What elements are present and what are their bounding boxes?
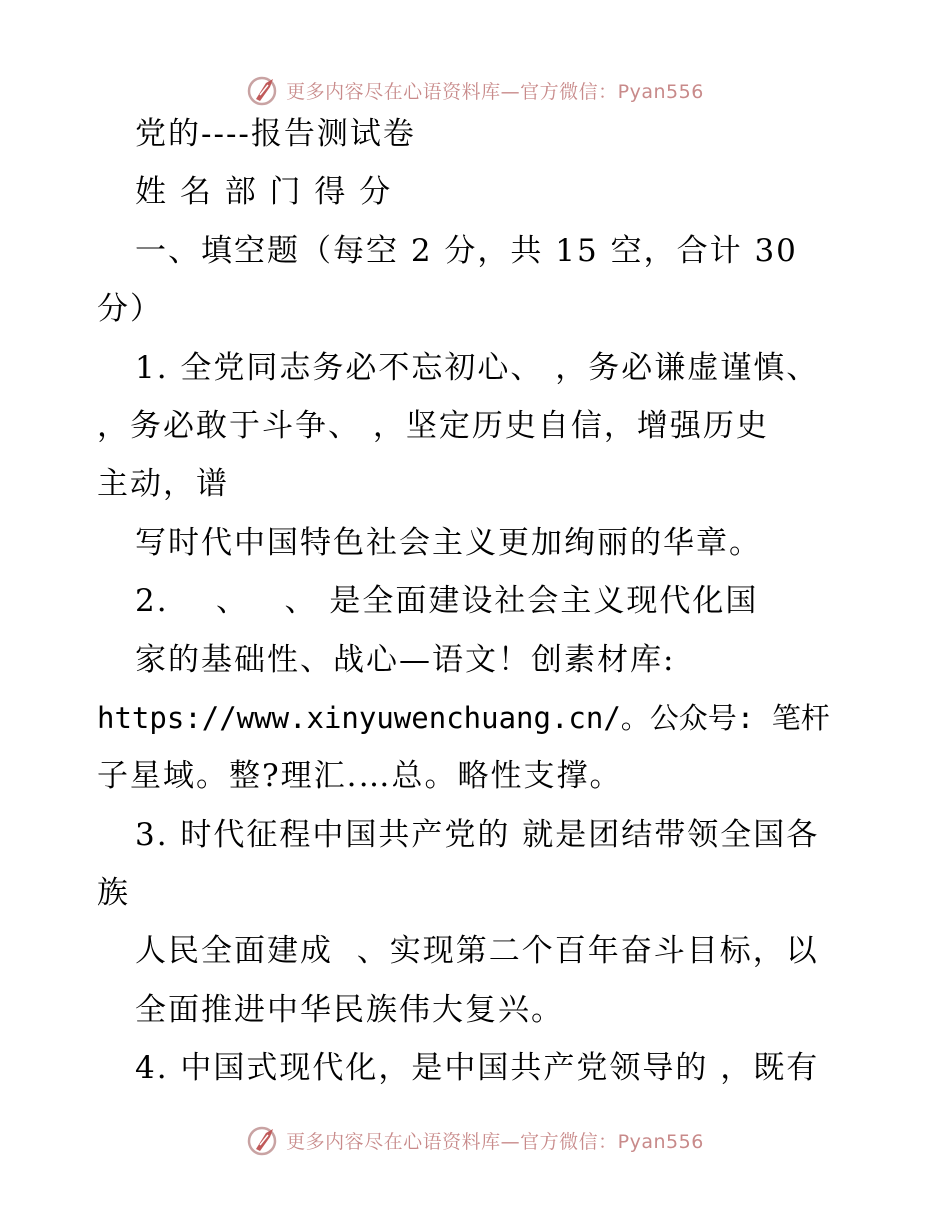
watermark-text: 更多内容尽在心语资料库—官方微信：Pyan556 — [286, 1130, 704, 1153]
footer-watermark-banner — [0, 1120, 950, 1160]
question-1-line-1: 1. 全党同志务必不忘初心、 ，务必谦虚谨慎、 — [135, 349, 820, 386]
question-3-line-2: 族 — [97, 875, 130, 912]
question-2-line-3: https://www.xinyuwenchuang.cn/。公众号: 笔杆 — [97, 700, 830, 735]
question-2-line-2: 家的基础性、战心—语文！创素材库: — [135, 641, 676, 678]
question-3-line-1: 3. 时代征程中国共产党的 就是团结带领全国各 — [135, 816, 820, 853]
doc-title: 党的----报告测试卷 — [135, 116, 416, 152]
document-body — [97, 116, 857, 1113]
pen-nib-logo-icon — [246, 1123, 280, 1157]
question-2-line-4: 子星域。整?理汇.…总。略性支撑。 — [97, 758, 623, 795]
info-fields-line: 姓 名 部 门 得 分 — [135, 174, 393, 211]
question-3-line-4: 全面推进中华民族伟大复兴。 — [135, 991, 564, 1028]
section-heading: 一、填空题（每空 2 分，共 15 空，合计 30 — [135, 232, 798, 269]
section-heading-cont: 分） — [97, 291, 163, 328]
question-1-line-3: 主动，谱 — [97, 466, 229, 503]
question-2-line-1: 2. 、 、 是全面建设社会主义现代化国 — [135, 583, 759, 620]
question-3-line-3: 人民全面建成 、实现第二个百年奋斗目标，以 — [135, 933, 819, 970]
header-watermark-banner — [0, 70, 950, 110]
question-4-line-1: 4. 中国式现代化，是中国共产党领导的 ，既有 — [135, 1050, 820, 1087]
pen-nib-logo-icon — [246, 73, 280, 107]
question-1-line-4: 写时代中国特色社会主义更加绚丽的华章。 — [135, 524, 762, 561]
watermark-text: 更多内容尽在心语资料库—官方微信：Pyan556 — [286, 80, 704, 103]
question-1-line-2: ，务必敢于斗争、 ，坚定历史自信，增强历史 — [97, 407, 769, 444]
